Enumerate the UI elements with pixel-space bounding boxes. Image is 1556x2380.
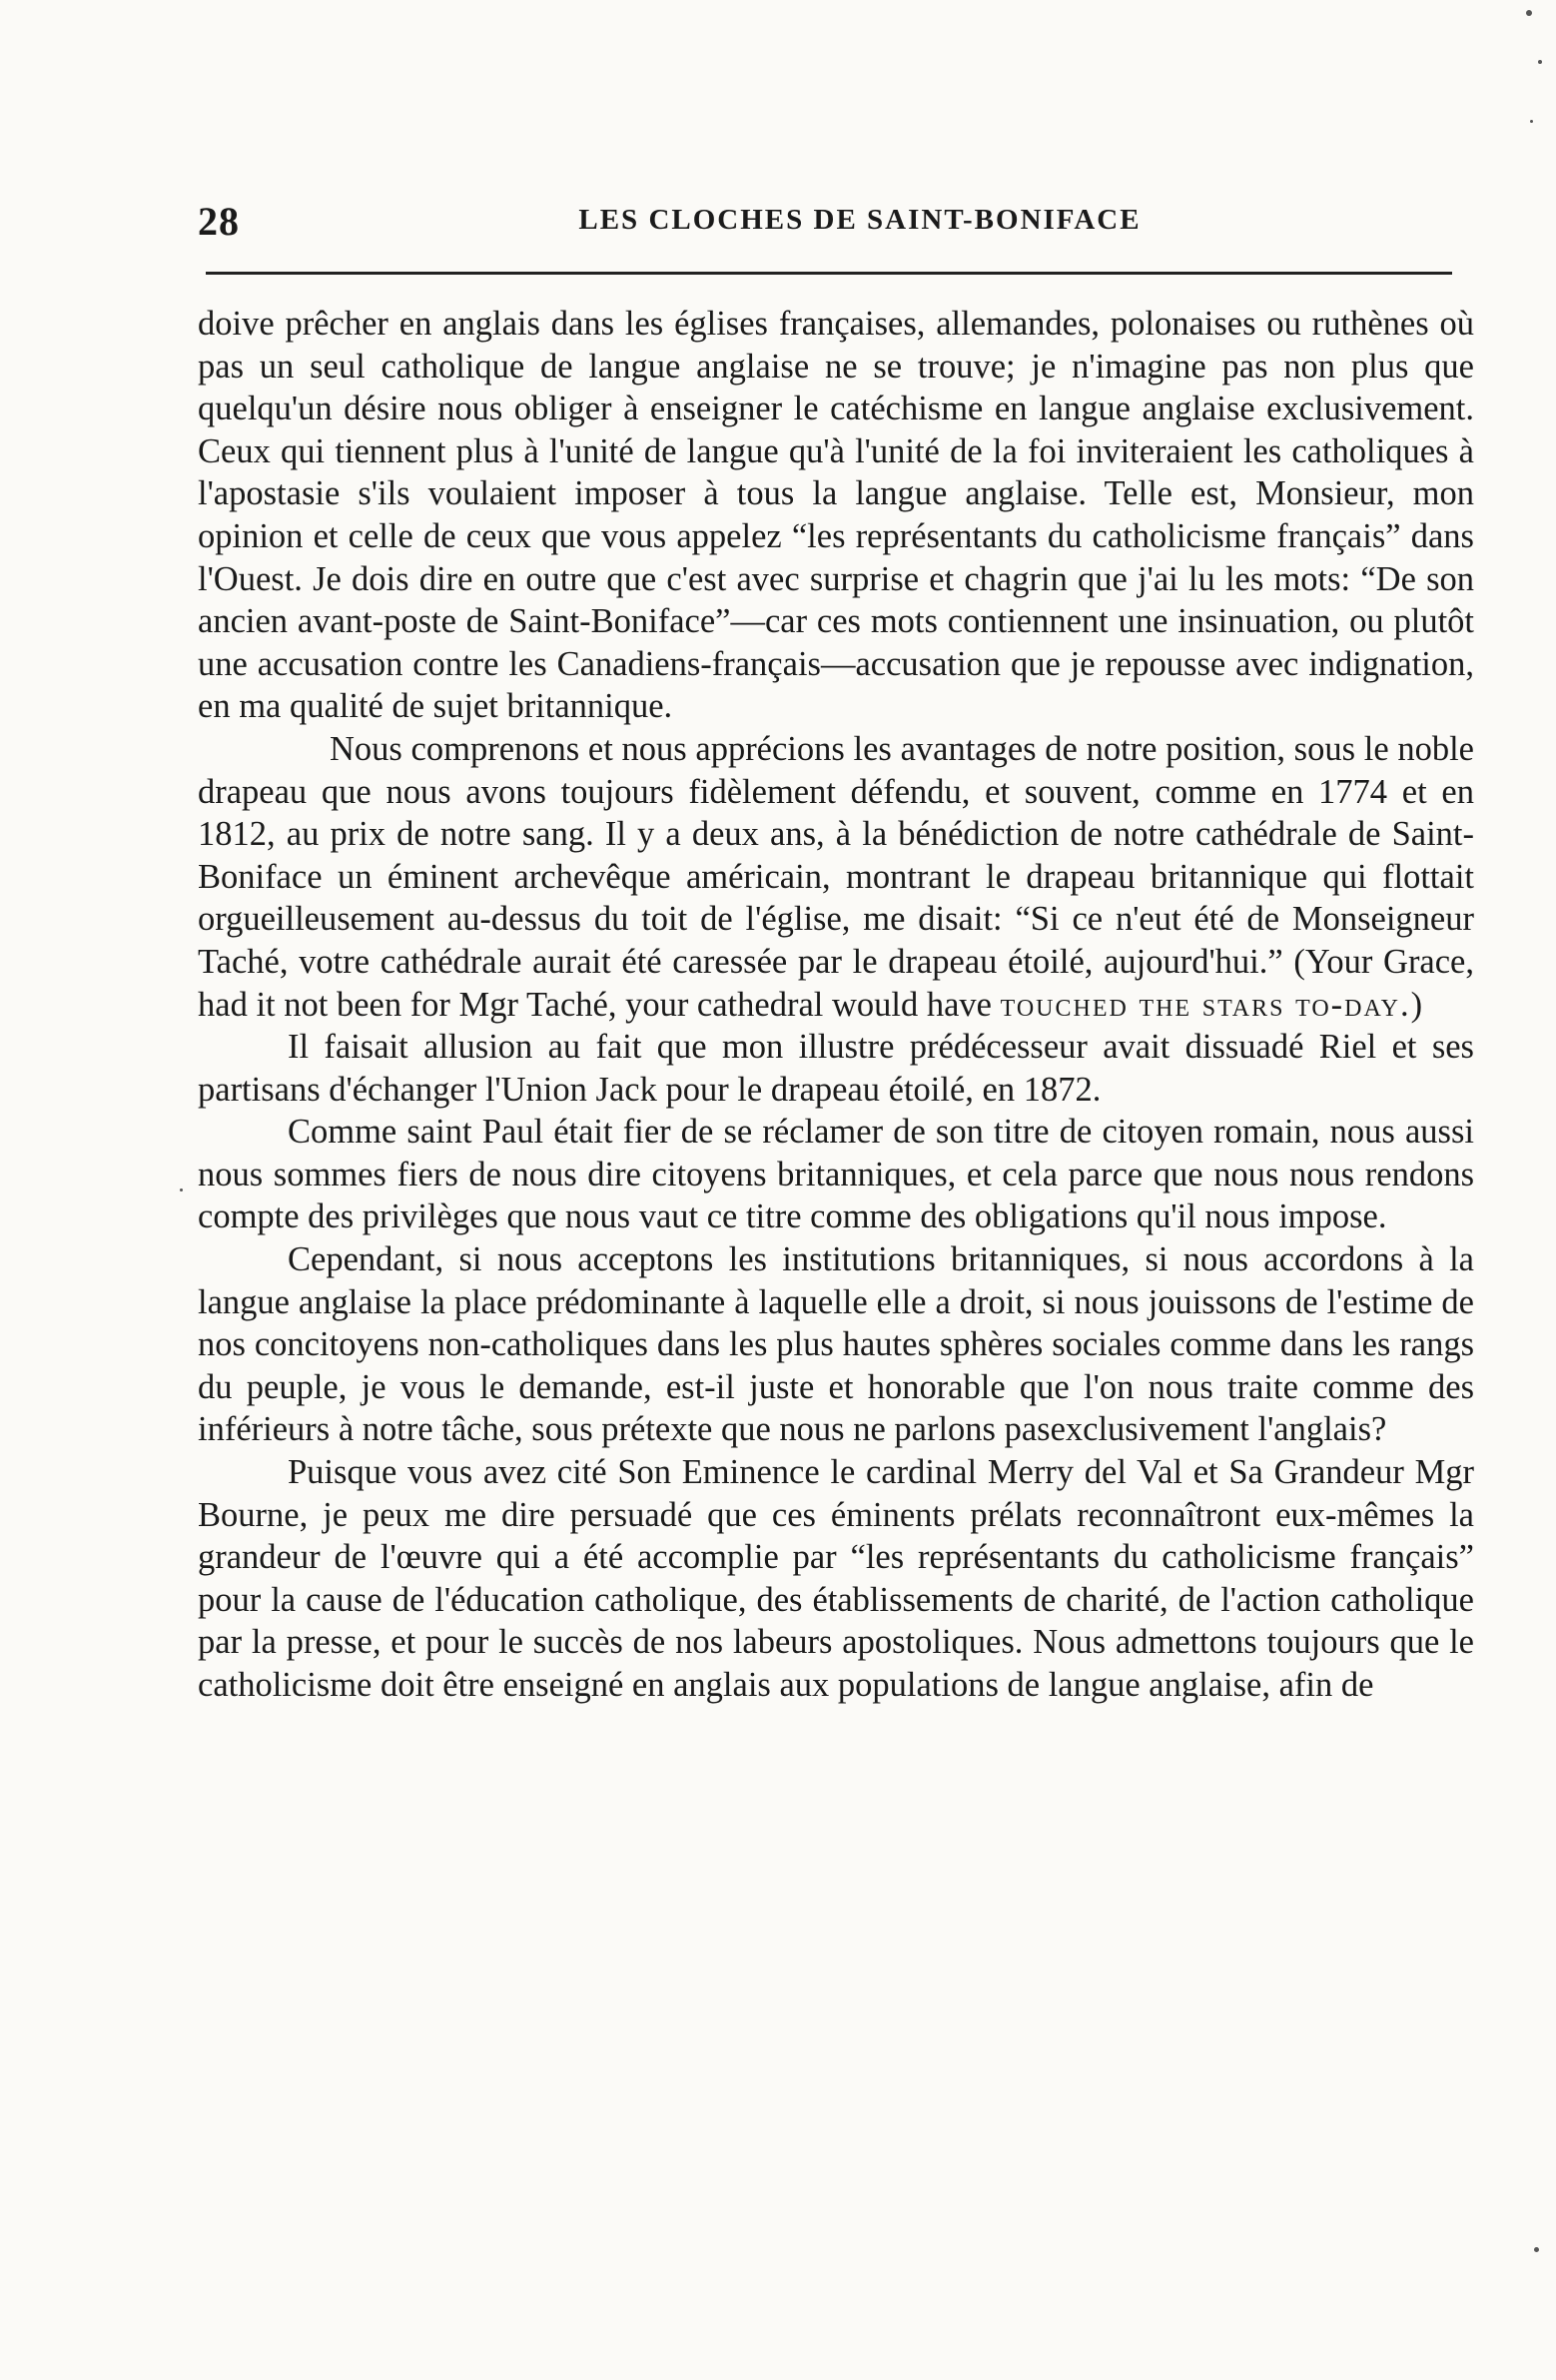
paragraph-4: Comme saint Paul était fier de se réclamer de son titre de citoyen romain, nous aussi nous sommes fiers de nous dire citoyens britanniques, et cela parce que nous nous rendons compte des privilèges que nous vaut ce titre comme des obligations qu'il nous impose.	[198, 1113, 1474, 1236]
print-speck	[180, 1189, 183, 1191]
page-header	[198, 198, 1452, 248]
paragraph-1: doive prêcher en anglais dans les églises françaises, allemandes, polonaises ou ruthènes où pas un seul catholique de langue anglaise ne se trouve; je n'imagine pas non plus que quelqu'un désire nous obliger à enseigner le catéchisme en langue anglaise exclusivement. Ceux qui tiennent plus à l'unité de langue qu'à l'unité de la foi inviteraient les catholiques à l'apostasie s'ils voulaient imposer à tous la langue anglaise. Telle est, Monsieur, mon opinion et celle de ceux que vous appelez “les représentants du catholicisme français” dans l'Ouest. Je dois dire en outre que c'est avec surprise et chagrin que j'ai lu les mots: “De son ancien avant-poste de Saint-Boniface”—car ces mots contiennent une insinuation, ou plutôt une accusation contre les Canadiens-français—accusation que je repousse avec indignation, en ma qualité de sujet britannique.	[198, 305, 1474, 726]
print-speck	[1534, 2247, 1539, 2252]
paragraph-2	[198, 728, 1474, 1026]
paragraph-2-smallcaps: touched the stars to-day.	[1000, 985, 1411, 1024]
paragraph-2-tail: )	[1410, 985, 1423, 1024]
paragraph-2-text: Nous comprenons et nous apprécions les avantages de notre position, sous le noble drapeau que nous avons toujours fidèlement défendu, et souvent, comme en 1774 et en 1812, au prix de notre sang. Il y a deux ans, à la bénédiction de notre cathédrale de Saint-Boniface un éminent archevêque américain, montrant le drapeau britannique qui flottait orgueilleusement au-dessus du toit de l'église, me disait: “Si ce n'eut été de Monseigneur Taché, votre cathédrale aurait été caressée par le drapeau étoilé, aujourd'hui.” (Your Grace, had it not been for Mgr Taché, your cathedral would have	[198, 729, 1474, 1024]
page-number: 28	[198, 199, 240, 244]
paragraph-3: Il faisait allusion au fait que mon illustre prédécesseur avait dissuadé Riel et ses partisans d'échanger l'Union Jack pour le drapeau étoilé, en 1872.	[198, 1028, 1474, 1109]
header-rule	[206, 272, 1452, 275]
print-speck	[1526, 10, 1532, 16]
print-speck	[1530, 120, 1533, 123]
running-title: LES CLOCHES DE SAINT-BONIFACE	[578, 204, 1142, 236]
paragraph-6: Puisque vous avez cité Son Eminence le cardinal Merry del Val et Sa Grandeur Mgr Bourne, je peux me dire persuadé que ces éminents prélats reconnaîtront eux-mêmes la grandeur de l'œuvre qui a été accomplie par “les représentants du catholicisme français” pour la cause de l'éducation catholique, des établissements de charité, de l'action catholique par la presse, et pour le succès de nos labeurs apostoliques. Nous admettons toujours que le catholicisme doit être enseigné en anglais aux populations de langue anglaise, afin de	[198, 1453, 1474, 1704]
print-speck	[1538, 60, 1542, 64]
body-text	[198, 303, 1474, 1707]
paragraph-5: Cependant, si nous acceptons les institutions britanniques, si nous accordons à la langue anglaise la place prédominante à laquelle elle a droit, si nous jouissons de l'estime de nos concitoyens non-catholiques dans les plus hautes sphères sociales comme dans les rangs du peuple, je vous le demande, est-il juste et honorable que l'on nous traite comme des inférieurs à notre tâche, sous prétexte que nous ne parlons pasexclusivement l'anglais?	[198, 1240, 1474, 1449]
